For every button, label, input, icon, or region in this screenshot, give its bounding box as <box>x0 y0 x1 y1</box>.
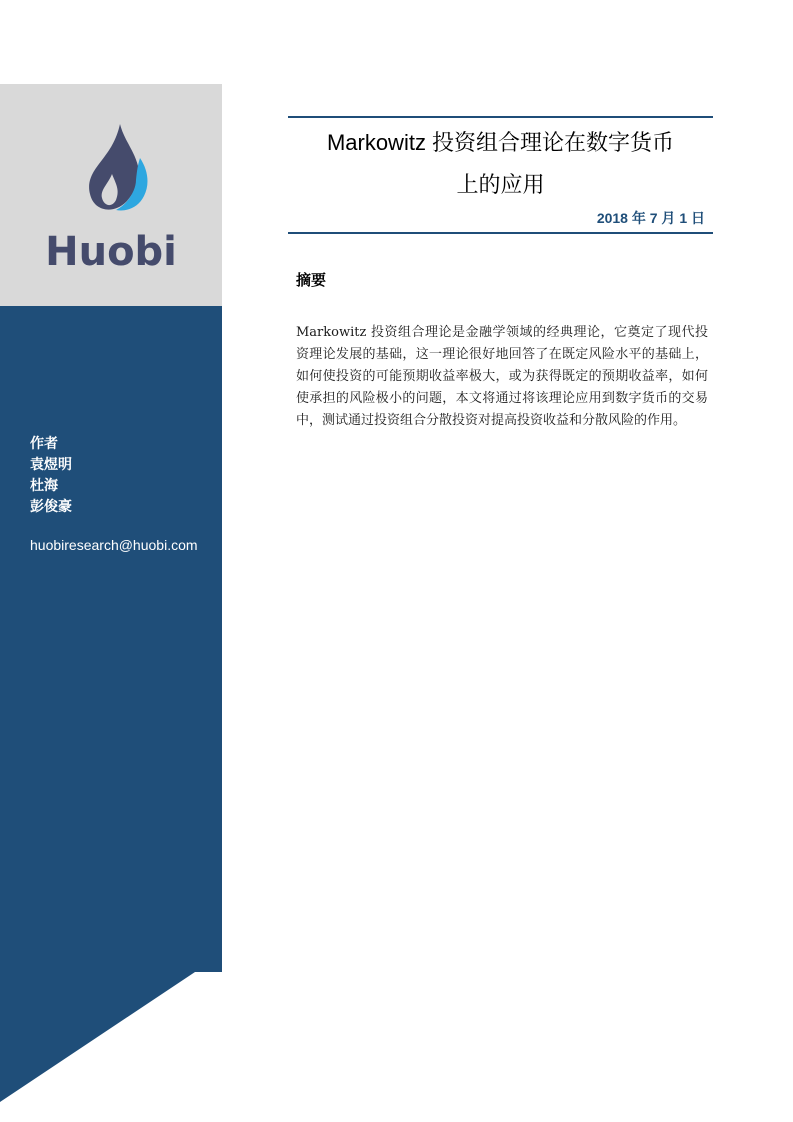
sidebar-panel <box>0 306 222 1122</box>
author-name: 袁煜明 <box>30 456 72 472</box>
logo-panel <box>0 84 222 306</box>
contact-email[interactable]: huobiresearch@huobi.com <box>30 537 198 553</box>
title-line: Markowitz 投资组合理论在数字货币 <box>326 130 675 155</box>
title-top-rule <box>288 116 713 118</box>
authors-block <box>30 433 72 517</box>
abstract-body: Markowitz 投资组合理论是金融学领域的经典理论，它奠定了现代投资理论发展的基础，这一理论很好地回答了在既定风险水平的基础上，如何使投资的可能预期收益率极大，或为获得既定的预期收益率，如何使承担的风险极小的问题，本文将通过将该理论应用到数字货币的交易中，测试通过投资组合分散投资对提高投资收益和分散风险的作用。 <box>296 325 708 428</box>
publish-date: 2018 年 7 月 1 日 <box>596 210 705 226</box>
brand-name: Huobi <box>45 229 177 275</box>
title-line: 上的应用 <box>456 172 545 197</box>
title-bottom-rule <box>288 232 713 234</box>
authors-label: 作者 <box>30 435 58 451</box>
author-name: 杜海 <box>30 477 58 493</box>
document-title <box>288 122 713 206</box>
author-name: 彭俊豪 <box>30 498 72 514</box>
abstract-heading: 摘要 <box>296 272 327 289</box>
huobi-flame-icon <box>86 124 148 214</box>
